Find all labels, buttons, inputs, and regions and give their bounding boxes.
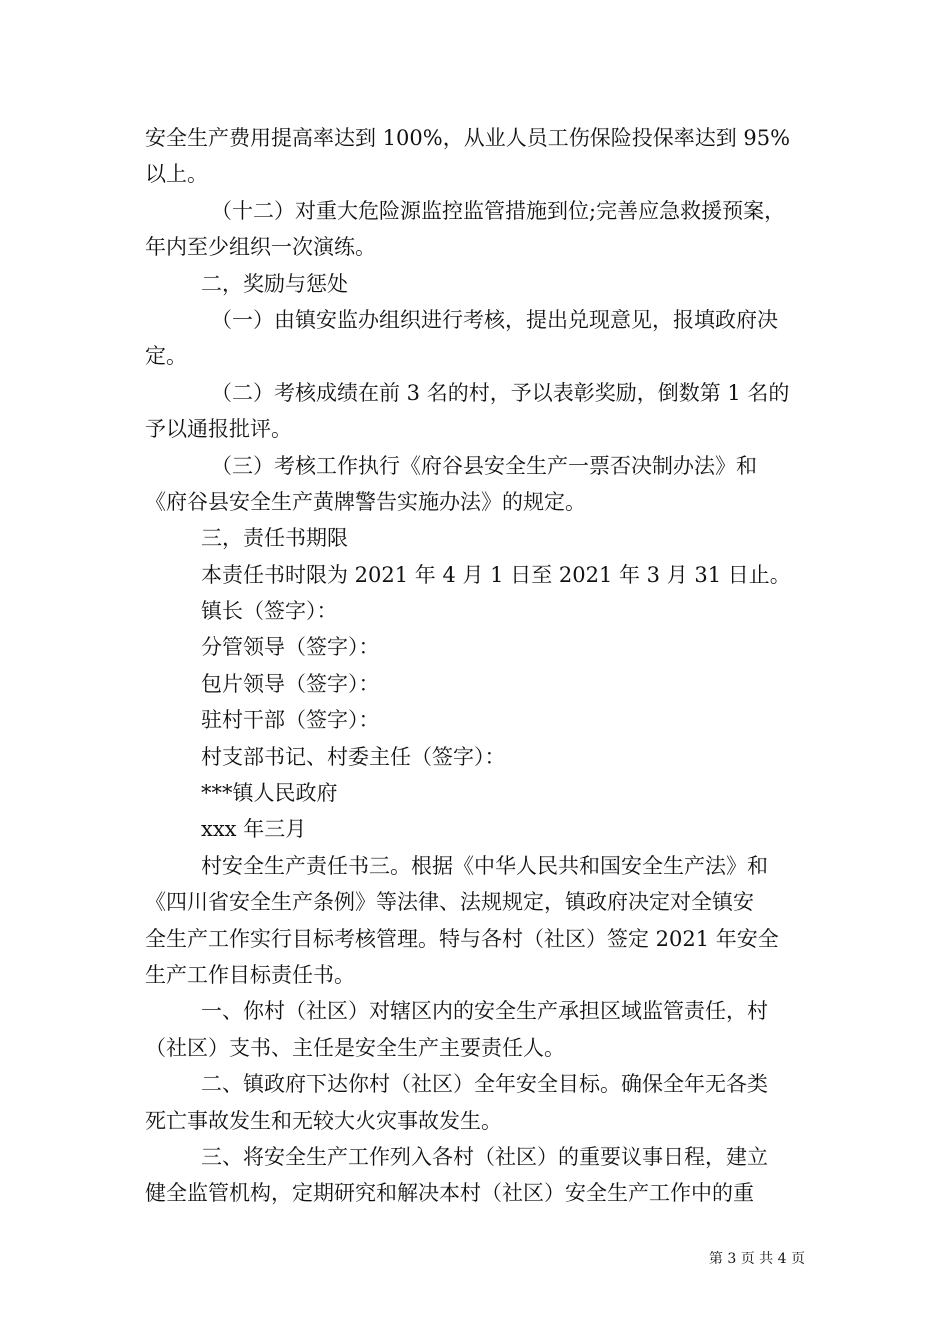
text-line: 全生产工作实行目标考核管理。特与各村（社区）签定 2021 年安全 — [145, 926, 779, 951]
text-line: （三）考核工作执行《府谷县安全生产一票否决制办法》和 — [211, 453, 757, 478]
text-line: 健全监管机构，定期研究和解决本村（社区）安全生产工作中的重 — [145, 1181, 754, 1206]
text-line: （十二）对重大危险源监控监管措施到位;完善应急救援预案， — [211, 198, 786, 223]
text-line: 本责任书时限为 2021 年 4 月 1 日至 2021 年 3 月 31 日止。 — [201, 562, 791, 587]
text-line: 《府谷县安全生产黄牌警告实施办法》的规定。 — [145, 489, 586, 514]
date-line: xxx 年三月 — [201, 817, 307, 842]
section-heading: 二，奖励与惩处 — [201, 271, 348, 296]
text-line: （二）考核成绩在前 3 名的村，予以表彰奖励，倒数第 1 名的 — [211, 380, 790, 405]
text-line: 《四川省安全生产条例》等法律、法规规定，镇政府决定对全镇安 — [145, 890, 754, 915]
signature-line: 包片领导（签字）： — [201, 671, 380, 696]
section-heading: 三，责任书期限 — [201, 526, 348, 551]
text-line: 予以通报批评。 — [145, 417, 292, 442]
document-body — [145, 120, 813, 1212]
text-line: 村安全生产责任书三。根据《中华人民共和国安全生产法》和 — [201, 853, 768, 878]
text-line: 年内至少组织一次演练。 — [145, 235, 376, 260]
text-line: 定。 — [145, 344, 187, 369]
text-line: （一）由镇安监办组织进行考核，提出兑现意见，报填政府决 — [211, 307, 778, 332]
text-line: 死亡事故发生和无较大火灾事故发生。 — [145, 1108, 502, 1133]
signature-line: 分管领导（签字）： — [201, 635, 380, 660]
text-line: 三、将安全生产工作列入各村（社区）的重要议事日程，建立 — [201, 1144, 768, 1169]
text-line: 生产工作目标责任书。 — [145, 962, 355, 987]
signature-line: 镇长（签字）： — [201, 599, 338, 624]
text-line: 一、你村（社区）对辖区内的安全生产承担区域监管责任，村 — [201, 999, 768, 1024]
signature-line: 驻村干部（签字）： — [201, 708, 380, 733]
text-line: 安全生产费用提高率达到 100%，从业人员工伤保险投保率达到 95% — [145, 126, 791, 150]
text-line: （社区）支书、主任是安全生产主要责任人。 — [145, 1035, 565, 1060]
issuer-line: ***镇人民政府 — [201, 781, 338, 806]
text-line: 二、镇政府下达你村（社区）全年安全目标。确保全年无各类 — [201, 1072, 768, 1097]
text-line: 以上。 — [145, 162, 208, 187]
signature-line: 村支部书记、村委主任（签字）： — [201, 744, 506, 769]
page-number: 第 3 页 共 4 页 — [708, 1251, 805, 1267]
